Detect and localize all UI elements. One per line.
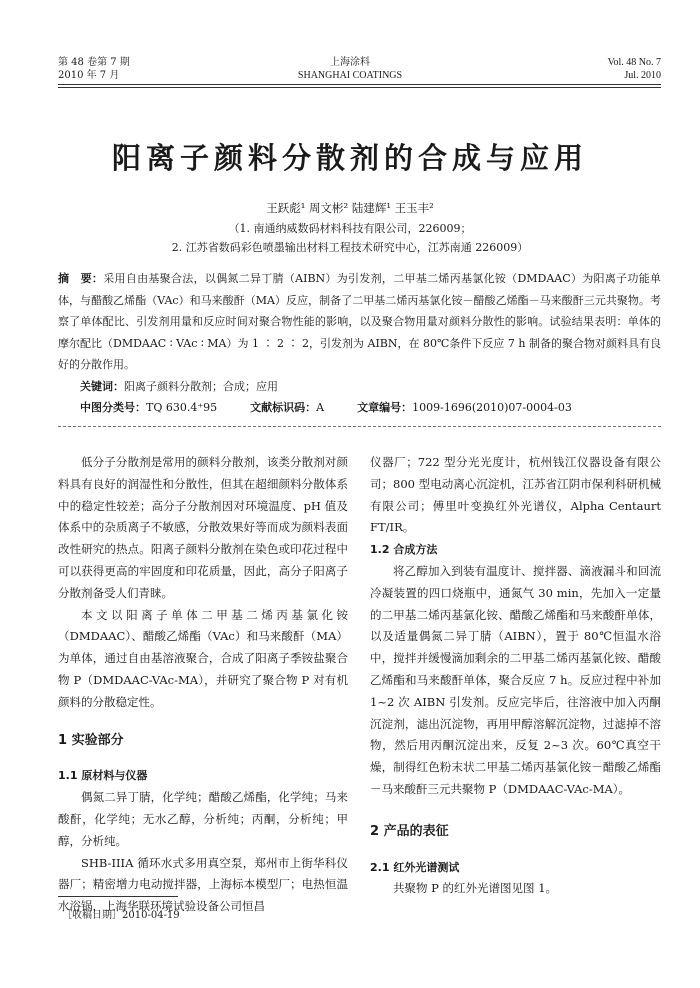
subsection-1-1-heading: 1.1 原材料与仪器 xyxy=(58,769,148,783)
intro-paragraph-2: 本文以阳离子单体二甲基二烯丙基氯化铵（DMDAAC）、醋酸乙烯酯（VAc）和马来酸酐（MA）为单体，通过自由基溶液聚合，合成了阳离子季铵盐聚合物 P（DMDAAC-VAc-MA），并研究了聚合物 P 对有机颜料的分散稳定性。 xyxy=(58,607,348,709)
synthesis-paragraph: 将乙醇加入到装有温度计、搅拌器、滴液漏斗和回流冷凝装置的四口烧瓶中，通氮气 30 min，先加入一定量的二甲基二烯丙基氯化铵、醋酸乙烯酯和马来酸酐单体，以及适量偶氮二异丁腈（AIBN），置于 80℃恒温水浴中，搅拌并缓慢滴加剩余的二甲基二烯丙基氯化铵、醋酸乙烯酯和马来酸酐单体，聚合反应 7 h。反应过程中补加 1~2 次 AIBN 引发剂。反应完毕后，往溶液中加入丙酮沉淀剂，滤出沉淀物，再用甲醇溶解沉淀物，过滤掉不溶物，然后用丙酮沉淀出来，反复 2~3 次。60℃真空干燥，制得红色粉末状二甲基二烯丙基氯化铵－醋酸乙烯酯－马来酸酐三元共聚物 P（DMDAAC-VAc-MA）。 xyxy=(370,563,661,796)
instruments-continued: 仪器厂；722 型分光光度计，杭州钱江仪器设备有限公司；800 型电动离心沉淀机，江苏省江阴市保利科研机械有限公司；傅里叶变换红外光谱仪，Alpha Centaurt FT/IR。 xyxy=(370,455,661,535)
left-column xyxy=(58,452,348,918)
volume-en: Vol. 48 No. 7 xyxy=(607,57,661,68)
section-1-heading: 1 实验部分 xyxy=(58,732,124,748)
abstract-block xyxy=(58,268,661,419)
intro-paragraph-1: 低分子分散剂是常用的颜料分散剂，该类分散剂对颜料具有良好的润湿性和分散性，但其在超细颜料分散体系中的稳定性较差；高分子分散剂因对环境温度、pH 值及体系中的杂质离子不敏感，分散效果好等而成为颜料表面改性研究的热点。阳离子颜料分散剂在染色或印花过程中可以获得更高的牢固度和印花质量，因此，高分子阳离子分散剂备受人们青睐。 xyxy=(58,455,348,600)
footnote-rule xyxy=(58,896,178,897)
journal-name xyxy=(0,56,700,82)
subsection-2-1-heading: 2.1 红外光谱测试 xyxy=(370,860,460,874)
materials-paragraph: 偶氮二异丁腈，化学纯；醋酸乙烯酯，化学纯；马来酸酐，化学纯；无水乙醇，分析纯；丙酮，分析纯；甲醇，分析纯。 xyxy=(58,790,348,848)
clc-value: TQ 630.4⁺95 xyxy=(146,401,218,414)
authors: 王跃彪¹ 周文彬² 陆建辉¹ 王玉丰² xyxy=(266,201,434,215)
journal-name-cn: 上海涂料 xyxy=(330,57,370,68)
header-rule xyxy=(58,84,661,85)
affiliation-1: （1. 南通纳威数码材料科技有限公司，226009； xyxy=(228,222,472,235)
keywords-text: 阳离子颜料分散剂；合成；应用 xyxy=(124,379,278,393)
article-no-value: 1009-1696(2010)07-0004-03 xyxy=(412,401,572,414)
journal-volume-en xyxy=(608,56,661,82)
keywords xyxy=(58,376,661,398)
issue-volume: 第 48 卷第 7 期 xyxy=(58,57,130,68)
instruments-paragraph: SHB-IIIA 循环水式多用真空泵，郑州市上街华科仪器厂；精密增力电动搅拌器，上海标本模型厂；电热恒温水浴锅，上海华联环境试验设备公司恒昌 xyxy=(58,855,348,914)
paper-title: 阳离子颜料分散剂的合成与应用 xyxy=(111,141,588,175)
clc-label: 中图分类号： xyxy=(80,401,146,414)
ir-paragraph: 共聚物 P 的红外光谱图见图 1。 xyxy=(393,881,558,896)
affiliation-2: 2. 江苏省数码彩色喷墨输出材料工程技术研究中心，江苏南通 226009） xyxy=(171,241,529,254)
abstract xyxy=(58,268,661,376)
header-rule-2 xyxy=(58,87,661,88)
abstract-text: 采用自由基聚合法，以偶氮二异丁腈（AIBN）为引发剂，二甲基二烯丙基氯化铵（DMDAAC）为阳离子功能单体，与醋酸乙烯酯（VAc）和马来酸酐（MA）反应，制备了二甲基二烯丙基氯化铵－醋酸乙烯酯－马来酸酐三元共聚物。考察了单体配比、引发剂用量和反应时间对聚合物性能的影响，以及聚合物用量对颜料分散性的影响。试验结果表明：单体的摩尔配比（DMDAAC ∶ VAc ∶ MA）为 1 ∶ 2 ∶ 2，引发剂为 AIBN，在 80℃条件下反应 7 h 制备的聚合物对颜料具有良好的分散作用。 xyxy=(58,272,662,371)
article-no-label: 文章编号： xyxy=(357,401,413,414)
journal-name-en: SHANGHAI COATINGS xyxy=(297,70,403,81)
keywords-label: 关键词： xyxy=(80,379,124,393)
abstract-label: 摘 要： xyxy=(58,272,104,285)
abstract-divider xyxy=(58,426,661,427)
doc-code-label: 文献标识码： xyxy=(250,401,317,414)
issue-date: 2010 年 7 月 xyxy=(58,70,120,81)
doc-code-value: A xyxy=(316,401,325,414)
section-2-heading: 2 产品的表征 xyxy=(370,823,449,839)
subsection-1-2-heading: 1.2 合成方法 xyxy=(370,543,438,557)
classification-line xyxy=(58,397,661,419)
received-date: ［收稿日期］2010-04-19 xyxy=(62,910,180,921)
date-en: Jul. 2010 xyxy=(624,70,661,81)
right-column xyxy=(370,452,661,900)
